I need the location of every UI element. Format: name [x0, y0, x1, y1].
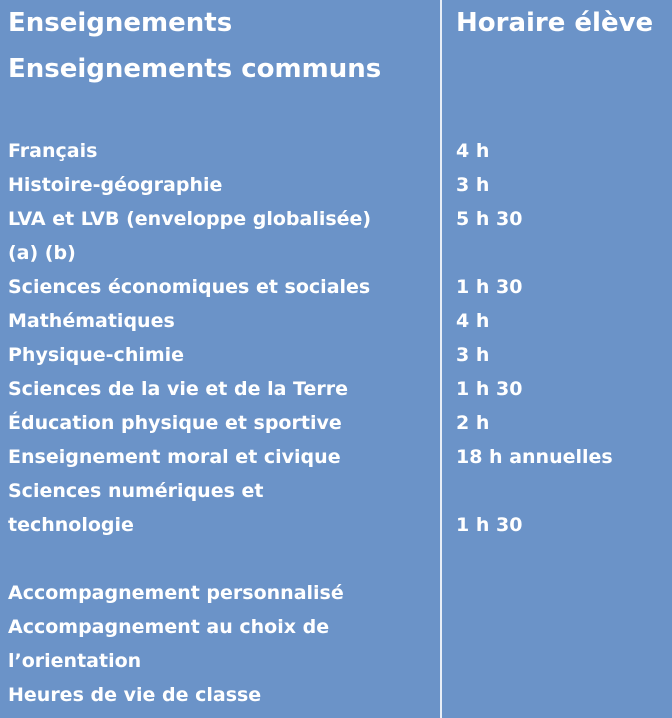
- subject-label-continued: l’orientation: [8, 650, 142, 672]
- subject-label: Physique-chimie: [8, 344, 185, 366]
- subject-label: Sciences de la vie et de la Terre: [8, 378, 348, 400]
- subject-cell: [8, 406, 433, 440]
- subject-label: LVA et LVB (enveloppe globalisée): [8, 208, 372, 230]
- column-divider: [440, 0, 442, 718]
- subject-cell: [8, 372, 433, 406]
- subject-cell: [8, 168, 433, 202]
- subject-cell: [8, 440, 433, 474]
- subject-cell: [8, 134, 433, 168]
- hours-cell: 5 h 30: [456, 208, 523, 230]
- subject-label: Accompagnement au choix de: [8, 616, 330, 638]
- subject-label: Français: [8, 140, 98, 162]
- column-header-subjects: Enseignements: [8, 8, 233, 38]
- hours-cell: 18 h annuelles: [456, 446, 613, 468]
- hours-cell: 2 h: [456, 412, 490, 434]
- subject-cell: [8, 576, 433, 610]
- subject-label: Accompagnement personnalisé: [8, 582, 344, 604]
- subject-cell: [8, 304, 433, 338]
- hours-cell: 1 h 30: [456, 514, 523, 536]
- hours-cell: 3 h: [456, 174, 490, 196]
- section-title: Enseignements communs: [8, 54, 382, 84]
- hours-cell: 4 h: [456, 310, 490, 332]
- subject-label: Mathématiques: [8, 310, 175, 332]
- subject-cell: [8, 338, 433, 372]
- subject-label: Heures de vie de classe: [8, 684, 262, 706]
- subject-cell: [8, 474, 433, 542]
- subject-cell: [8, 202, 433, 270]
- subject-label: Éducation physique et sportive: [8, 412, 342, 434]
- subject-cell: [8, 610, 433, 678]
- subject-label: Enseignement moral et civique: [8, 446, 341, 468]
- hours-cell: 3 h: [456, 344, 490, 366]
- subject-label: Sciences numériques et: [8, 480, 264, 502]
- hours-cell: 1 h 30: [456, 378, 523, 400]
- subject-cell: [8, 678, 433, 712]
- subject-label: Sciences économiques et sociales: [8, 276, 371, 298]
- subject-label-continued: technologie: [8, 514, 134, 536]
- hours-cell: 4 h: [456, 140, 490, 162]
- column-header-hours: Horaire élève: [456, 8, 654, 38]
- subject-label-continued: (a) (b): [8, 242, 76, 264]
- subject-label: Histoire-géographie: [8, 174, 223, 196]
- hours-cell: 1 h 30: [456, 276, 523, 298]
- subject-cell: [8, 270, 433, 304]
